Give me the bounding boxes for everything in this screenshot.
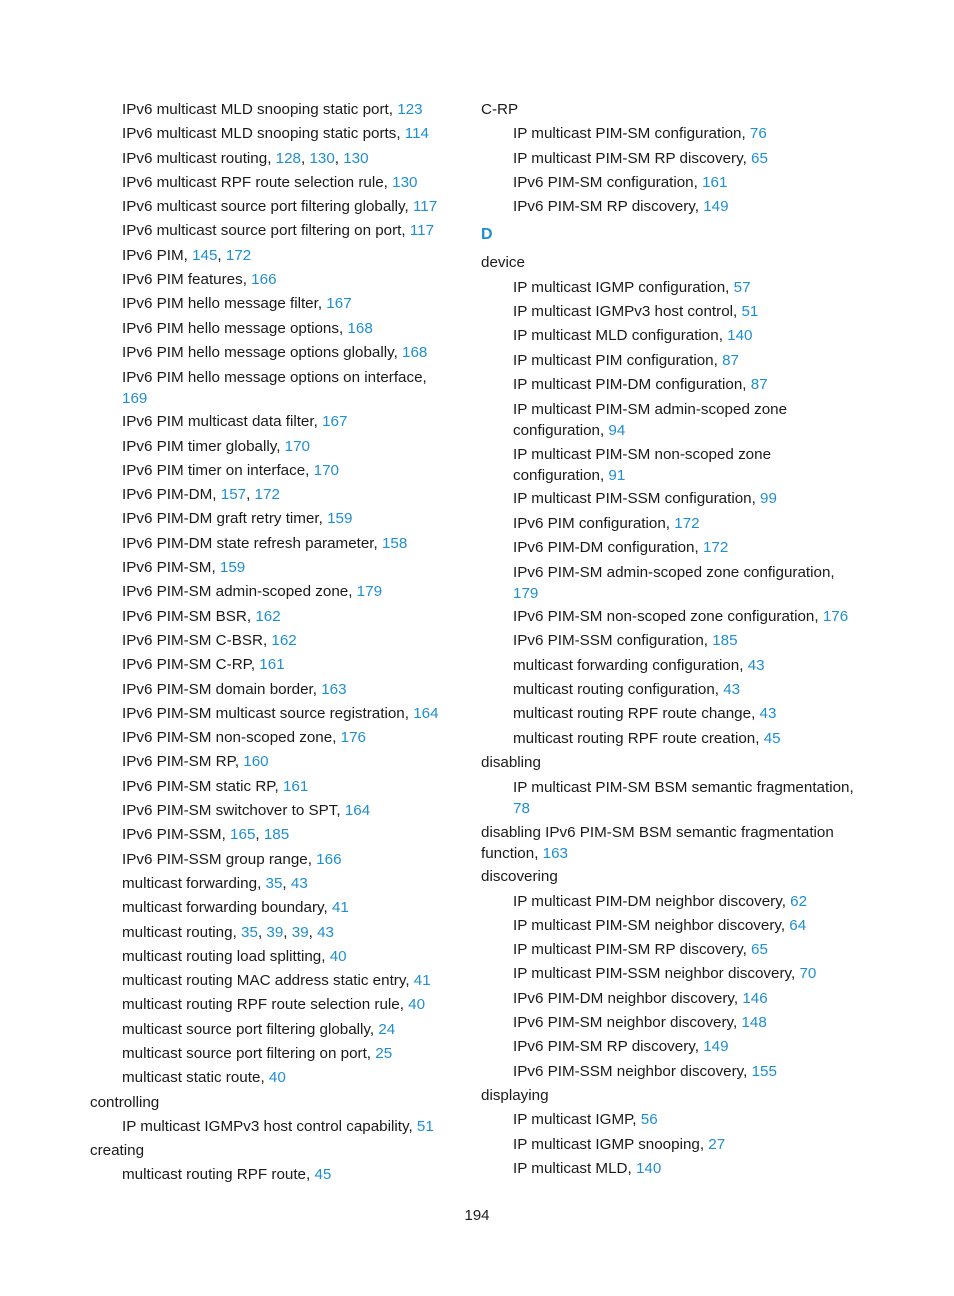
page-link[interactable]: 149	[703, 198, 729, 216]
page-link[interactable]: 185	[263, 826, 290, 844]
index-term: multicast forwarding	[122, 874, 258, 892]
page-link[interactable]: 35	[241, 923, 258, 941]
index-entry: IP multicast MLD configuration, 140	[513, 327, 753, 345]
index-term: IPv6 PIM hello message options globally	[122, 343, 394, 361]
page-link[interactable]: 172	[254, 486, 280, 504]
index-entry: IP multicast PIM-SM neighbor discovery, 64	[513, 916, 807, 934]
index-entry: IPv6 PIM hello message options globally, 168	[122, 343, 428, 361]
page-link[interactable]: 41	[413, 972, 431, 990]
page-link[interactable]: 57	[733, 278, 751, 296]
index-term: IPv6 PIM-DM state refresh parameter	[122, 534, 374, 552]
index-entry: multicast static route, 40	[122, 1069, 286, 1087]
index-entry: IPv6 PIM hello message filter, 167	[122, 295, 352, 313]
page-link[interactable]: 91	[608, 467, 626, 485]
page-link[interactable]: 159	[327, 510, 353, 528]
index-term: C-RP	[481, 101, 519, 118]
page-link[interactable]: 27	[708, 1135, 726, 1153]
page-link[interactable]: 170	[284, 437, 310, 455]
page-link[interactable]: 148	[741, 1014, 767, 1032]
index-term: IPv6 PIM-SM switchover to SPT	[122, 802, 337, 820]
index-term: multicast forwarding boundary	[122, 899, 324, 917]
index-entry: IPv6 PIM-SM static RP, 161	[122, 777, 309, 795]
page-link[interactable]: 56	[640, 1111, 658, 1129]
page-link[interactable]: 161	[702, 173, 728, 191]
index-heading: disabling IPv6 PIM-SM BSM semantic fragmentation function, 163	[481, 824, 834, 863]
page-link[interactable]: 155	[751, 1062, 777, 1080]
page-link[interactable]: 167	[326, 295, 352, 313]
page-link[interactable]: 162	[255, 607, 281, 625]
index-term: creating	[90, 1142, 145, 1160]
index-entry: IP multicast IGMP snooping, 27	[513, 1135, 726, 1153]
index-entry: IP multicast PIM-DM configuration, 87	[513, 375, 768, 393]
index-term: multicast routing configuration	[513, 681, 715, 699]
index-entry: IPv6 PIM-SM multicast source registration, 164	[122, 704, 439, 722]
index-term: IPv6 PIM-SM RP discovery	[513, 1038, 695, 1056]
index-term: IPv6 PIM hello message options	[122, 319, 339, 337]
index-term: IPv6 PIM-DM graft retry timer	[122, 510, 319, 528]
index-entry: IPv6 PIM-SM non-scoped zone configuration, 176	[513, 608, 849, 626]
index-entry: multicast routing configuration, 43	[513, 681, 741, 699]
index-entry: IPv6 PIM-SM domain border, 163	[122, 680, 347, 698]
index-entry: multicast source port filtering on port, 25	[122, 1044, 393, 1062]
index-entry: multicast routing RPF route, 45	[122, 1166, 332, 1184]
page-link[interactable]: 130	[392, 173, 418, 191]
index-term: IP multicast PIM-SM admin-scoped zone configuration	[513, 401, 788, 440]
page-link[interactable]: 145	[192, 246, 218, 264]
index-letter-heading: D	[481, 226, 493, 244]
index-entry: multicast routing load splitting, 40	[122, 947, 347, 965]
index-entry: multicast routing MAC address static entry, 41	[122, 972, 431, 990]
index-entry: IPv6 PIM-SM neighbor discovery, 148	[513, 1014, 767, 1032]
index-term: IPv6 multicast RPF route selection rule	[122, 173, 384, 191]
index-entry: IP multicast PIM-SM BSM semantic fragmentation, 78	[513, 779, 854, 818]
page-link[interactable]: 163	[321, 680, 347, 698]
index-entry: IPv6 multicast MLD snooping static port, 123	[122, 101, 423, 118]
index-term: IPv6 PIM-SM RP discovery	[513, 198, 695, 216]
index-term: IPv6 PIM configuration	[513, 514, 666, 532]
index-term: controlling	[90, 1093, 160, 1111]
page-link[interactable]: 172	[702, 538, 729, 556]
index-term: IP multicast PIM-SM RP discovery	[513, 149, 743, 167]
page-link[interactable]: 114	[404, 125, 430, 143]
index-term: IPv6 PIM-DM neighbor discovery	[513, 989, 734, 1007]
index-term: IPv6 PIM-SSM configuration	[513, 632, 704, 650]
index-entry: IP multicast PIM-SSM configuration, 99	[513, 490, 777, 508]
index-term: device	[481, 254, 525, 272]
page-link[interactable]: 161	[282, 777, 309, 795]
page-link[interactable]: 117	[412, 198, 438, 216]
index-term: multicast routing RPF route creation	[513, 729, 756, 747]
index-term: IPv6 PIM features	[122, 271, 243, 289]
page-link[interactable]: 35	[265, 874, 283, 892]
index-entry: IPv6 PIM-SM non-scoped zone, 176	[122, 729, 366, 747]
index-entry: IPv6 multicast source port filtering on port, 117	[122, 222, 435, 240]
page-link[interactable]: 24	[378, 1020, 396, 1038]
index-term: IPv6 PIM-SM neighbor discovery	[513, 1014, 734, 1032]
index-term: IPv6 PIM-SM	[122, 559, 212, 577]
page-link[interactable]: 165	[230, 826, 256, 844]
index-entry: IP multicast PIM-SSM neighbor discovery, 70	[513, 965, 817, 983]
page-link[interactable]: 140	[635, 1159, 662, 1177]
index-entry: IPv6 PIM, 145, 172	[122, 246, 252, 264]
page-link[interactable]: 40	[268, 1069, 286, 1087]
index-term: IPv6 PIM hello message options on interface	[122, 369, 423, 387]
page-link[interactable]: 166	[316, 850, 342, 868]
index-term: IP multicast PIM configuration	[513, 351, 714, 369]
index-term: IP multicast IGMPv3 host control capability	[122, 1117, 409, 1135]
page-link[interactable]: 45	[314, 1166, 332, 1184]
index-entry: IP multicast PIM-SM RP discovery, 65	[513, 941, 768, 959]
page-link[interactable]: 176	[822, 608, 849, 626]
index-term: IP multicast PIM-SM non-scoped zone configuration	[513, 446, 772, 485]
index-term: IP multicast IGMP snooping	[513, 1135, 700, 1153]
page-link[interactable]: 140	[727, 327, 753, 345]
page-link[interactable]: 164	[413, 704, 439, 722]
index-entry: IPv6 PIM hello message options, 168	[122, 319, 373, 337]
index-entry: IPv6 PIM-DM graft retry timer, 159	[122, 510, 353, 528]
index-term: displaying	[481, 1086, 549, 1104]
page-link[interactable]: 172	[674, 514, 700, 532]
index-entry: IPv6 PIM-SSM configuration, 185	[513, 632, 738, 650]
index-entry: IPv6 PIM-SM C-BSR, 162	[122, 631, 297, 649]
page-link[interactable]: 149	[703, 1038, 729, 1056]
page-link[interactable]: 87	[722, 351, 739, 369]
index-entry: IPv6 PIM-SM RP discovery, 149	[513, 198, 729, 216]
index-term: disabling IPv6 PIM-SM BSM semantic fragmentation function	[481, 824, 834, 863]
index-term: IPv6 PIM-SM domain border	[122, 680, 313, 698]
index-heading	[481, 251, 861, 275]
index-term: IPv6 PIM-SM admin-scoped zone configuration	[513, 564, 831, 582]
page-link[interactable]: 43	[317, 923, 335, 941]
index-entry: multicast source port filtering globally, 24	[122, 1020, 396, 1038]
index-heading	[481, 98, 861, 122]
page-link[interactable]: 123	[397, 101, 423, 118]
index-heading	[481, 1084, 861, 1108]
index-entry: IPv6 PIM-SM RP discovery, 149	[513, 1038, 729, 1056]
index-entry: IP multicast PIM-DM neighbor discovery, 62	[513, 892, 808, 910]
page-link[interactable]: 117	[409, 222, 435, 240]
index-heading	[90, 1139, 450, 1163]
index-entry: IPv6 PIM-SM configuration, 161	[513, 173, 728, 191]
index-term: multicast source port filtering globally	[122, 1020, 370, 1038]
page-link[interactable]: 166	[251, 271, 277, 289]
page-link[interactable]: 87	[750, 375, 768, 393]
index-term: IP multicast PIM-SM BSM semantic fragmentation	[513, 779, 850, 797]
page-number: 194	[464, 1207, 490, 1224]
page-link[interactable]: 163	[542, 845, 568, 863]
index-entry: IP multicast PIM-SM admin-scoped zone configuration, 94	[513, 401, 788, 440]
page-link[interactable]: 170	[313, 461, 339, 479]
page-link[interactable]: 157	[220, 486, 247, 504]
index-entry: IPv6 PIM-SM RP, 160	[122, 753, 269, 771]
index-term: multicast routing RPF route	[122, 1166, 307, 1184]
index-entry: IP multicast PIM-SM configuration, 76	[513, 125, 767, 143]
index-entry: IPv6 PIM configuration, 172	[513, 514, 700, 532]
index-entry: IPv6 PIM-SM admin-scoped zone, 179	[122, 583, 383, 601]
page-link[interactable]: 161	[259, 656, 285, 674]
index-entry: IPv6 PIM-DM state refresh parameter, 158	[122, 534, 408, 552]
index-entry: IPv6 multicast routing, 128, 130, 130	[122, 149, 369, 167]
index-entry: IP multicast PIM-SM RP discovery, 65	[513, 149, 768, 167]
index-term: IPv6 PIM-SM non-scoped zone configuration	[513, 608, 815, 626]
index-term: IPv6 PIM-DM configuration	[513, 538, 695, 556]
index-term: discovering	[481, 868, 558, 886]
index-entry: multicast routing RPF route change, 43	[513, 705, 777, 723]
index-heading	[481, 865, 861, 889]
page-link[interactable]: 40	[408, 996, 426, 1014]
index-entry: IP multicast IGMP, 56	[513, 1111, 658, 1129]
index-entry: IPv6 PIM-SM, 159	[122, 559, 246, 577]
index-term: IPv6 multicast source port filtering globally	[122, 198, 405, 216]
page-link[interactable]: 185	[712, 632, 738, 650]
page-link[interactable]: 65	[751, 941, 768, 959]
index-entry: IP multicast IGMP configuration, 57	[513, 278, 751, 296]
index-entry: IPv6 PIM-DM configuration, 172	[513, 538, 729, 556]
index-entry: multicast routing RPF route creation, 45	[513, 729, 781, 747]
page-link[interactable]: 130	[343, 149, 369, 167]
page-link[interactable]: 169	[122, 390, 148, 408]
index-term: multicast source port filtering on port	[122, 1044, 367, 1062]
page-link[interactable]: 160	[243, 753, 269, 771]
index-entry: IPv6 PIM-SM switchover to SPT, 164	[122, 802, 371, 820]
index-entry: IPv6 multicast source port filtering globally, 117	[122, 198, 438, 216]
index-entry: IPv6 PIM features, 166	[122, 271, 277, 289]
index-entry: IP multicast IGMPv3 host control capability, 51	[122, 1117, 434, 1135]
page-link[interactable]: 70	[799, 965, 817, 983]
index-term: IP multicast IGMP	[513, 1111, 633, 1129]
index-term: IP multicast PIM-SSM configuration	[513, 490, 752, 508]
page-link[interactable]: 158	[381, 534, 408, 552]
index-term: multicast static route	[122, 1069, 261, 1087]
index-term: IPv6 PIM-SSM neighbor discovery	[513, 1062, 744, 1080]
index-term: IPv6 PIM-SM static RP	[122, 777, 275, 795]
index-term: IPv6 PIM	[122, 246, 184, 264]
index-term: multicast routing RPF route selection rule	[122, 996, 400, 1014]
page-link[interactable]: 39	[266, 923, 284, 941]
page-link[interactable]: 78	[513, 800, 530, 818]
index-entry: IPv6 PIM-SSM, 165, 185	[122, 826, 290, 844]
page-link[interactable]: 43	[759, 705, 777, 723]
index-term: IPv6 PIM-SM configuration	[513, 173, 694, 191]
index-entry: IPv6 PIM-SM BSR, 162	[122, 607, 281, 625]
index-entry: multicast forwarding configuration, 43	[513, 656, 765, 674]
index-term: IP multicast PIM-SM configuration	[513, 125, 742, 143]
index-term: IPv6 PIM-SM non-scoped zone	[122, 729, 333, 747]
page-link[interactable]: 64	[789, 916, 807, 934]
index-term: IPv6 multicast routing	[122, 149, 268, 167]
index-term: IPv6 PIM multicast data filter	[122, 413, 314, 431]
page-link[interactable]: 99	[760, 490, 777, 508]
index-term: IPv6 PIM-SM C-RP	[122, 656, 251, 674]
index-term: IP multicast PIM-DM configuration	[513, 375, 743, 393]
index-entry: IP multicast PIM-SM non-scoped zone configuration, 91	[513, 446, 772, 485]
index-term: multicast routing MAC address static entry	[122, 972, 406, 990]
index-entry: multicast routing RPF route selection rule, 40	[122, 996, 426, 1014]
index-term: IPv6 PIM timer globally	[122, 437, 277, 455]
index-term: IP multicast MLD	[513, 1159, 628, 1177]
index-term: IP multicast IGMPv3 host control	[513, 303, 734, 321]
index-column-right	[481, 98, 861, 1181]
page-link[interactable]: 179	[356, 583, 383, 601]
index-term: multicast routing RPF route change	[513, 705, 752, 723]
index-term: IP multicast PIM-DM neighbor discovery	[513, 892, 782, 910]
index-entry: IPv6 PIM multicast data filter, 167	[122, 413, 348, 431]
page-link[interactable]: 172	[225, 246, 252, 264]
page-link[interactable]: 168	[402, 343, 428, 361]
page-link[interactable]: 40	[329, 947, 347, 965]
page-link[interactable]: 164	[344, 802, 371, 820]
page-link[interactable]: 94	[608, 422, 626, 440]
page-link[interactable]: 167	[322, 413, 348, 431]
index-term: IPv6 PIM-SSM	[122, 826, 222, 844]
index-term: IPv6 PIM-DM	[122, 486, 213, 504]
page-link[interactable]: 51	[416, 1117, 434, 1135]
index-entry: IP multicast IGMPv3 host control, 51	[513, 303, 759, 321]
index-term: IP multicast IGMP configuration	[513, 278, 726, 296]
index-entry: IP multicast PIM configuration, 87	[513, 351, 739, 369]
page-link[interactable]: 43	[290, 874, 308, 892]
page-link[interactable]: 168	[347, 319, 373, 337]
page-link[interactable]: 25	[375, 1044, 393, 1062]
page-link[interactable]: 62	[790, 892, 808, 910]
index-entry: multicast forwarding boundary, 41	[122, 899, 349, 917]
index-entry: IP multicast MLD, 140	[513, 1159, 662, 1177]
index-entry: IPv6 PIM-SSM group range, 166	[122, 850, 342, 868]
page-link[interactable]: 176	[340, 729, 366, 747]
index-term: IP multicast PIM-SSM neighbor discovery	[513, 965, 791, 983]
page-link[interactable]: 130	[309, 149, 335, 167]
page-link[interactable]: 159	[219, 559, 246, 577]
index-term: IP multicast MLD configuration	[513, 327, 719, 345]
page-link[interactable]: 76	[749, 125, 767, 143]
index-entry: IPv6 PIM timer on interface, 170	[122, 461, 339, 479]
index-term: multicast routing load splitting	[122, 947, 322, 965]
index-term: IPv6 multicast MLD snooping static port	[122, 101, 389, 118]
index-entry: multicast routing, 35, 39, 39, 43	[122, 923, 335, 941]
index-term: IPv6 PIM-SM BSR	[122, 607, 247, 625]
page-link[interactable]: 43	[747, 656, 765, 674]
index-entry: IPv6 PIM hello message options on interface, 169	[122, 369, 427, 408]
index-term: IPv6 PIM hello message filter	[122, 295, 318, 313]
page-link[interactable]: 43	[723, 681, 741, 699]
index-term: IPv6 PIM-SSM group range	[122, 850, 308, 868]
index-term: multicast forwarding configuration	[513, 656, 740, 674]
page-link[interactable]: 179	[513, 585, 539, 603]
index-entry: multicast forwarding, 35, 43	[122, 874, 308, 892]
index-entry: IPv6 multicast MLD snooping static ports, 114	[122, 125, 430, 143]
index-term: IPv6 PIM-SM RP	[122, 753, 235, 771]
index-entry: IPv6 PIM-SM admin-scoped zone configuration, 179	[513, 564, 835, 603]
index-term: IPv6 PIM-SM admin-scoped zone	[122, 583, 349, 601]
index-column-left	[90, 98, 450, 1188]
index-heading	[481, 751, 861, 775]
page-link[interactable]: 146	[742, 989, 768, 1007]
index-entry: IPv6 PIM-DM neighbor discovery, 146	[513, 989, 768, 1007]
page-link[interactable]: 45	[763, 729, 781, 747]
index-term: IPv6 PIM timer on interface	[122, 461, 306, 479]
index-term: IPv6 PIM-SM multicast source registration	[122, 704, 405, 722]
index-entry: IPv6 PIM-SSM neighbor discovery, 155	[513, 1062, 777, 1080]
index-entry: IPv6 PIM timer globally, 170	[122, 437, 310, 455]
index-term: IP multicast PIM-SM RP discovery	[513, 941, 743, 959]
index-entry: IPv6 PIM-DM, 157, 172	[122, 486, 280, 504]
index-heading	[90, 1091, 450, 1115]
index-entry: IPv6 PIM-SM C-RP, 161	[122, 656, 285, 674]
index-entry: IPv6 multicast RPF route selection rule, 130	[122, 173, 418, 191]
index-term: IPv6 PIM-SM C-BSR	[122, 631, 263, 649]
index-term: IP multicast PIM-SM neighbor discovery	[513, 916, 781, 934]
page-link[interactable]: 39	[291, 923, 309, 941]
page-link[interactable]: 41	[331, 899, 349, 917]
page-link[interactable]: 65	[751, 149, 768, 167]
page-link[interactable]: 162	[271, 631, 297, 649]
page-link[interactable]: 51	[741, 303, 759, 321]
index-term: IPv6 multicast MLD snooping static ports	[122, 125, 397, 143]
index-term: disabling	[481, 753, 541, 771]
index-term: IPv6 multicast source port filtering on port	[122, 222, 402, 240]
index-term: multicast routing	[122, 923, 233, 941]
page-link[interactable]: 128	[275, 149, 301, 167]
